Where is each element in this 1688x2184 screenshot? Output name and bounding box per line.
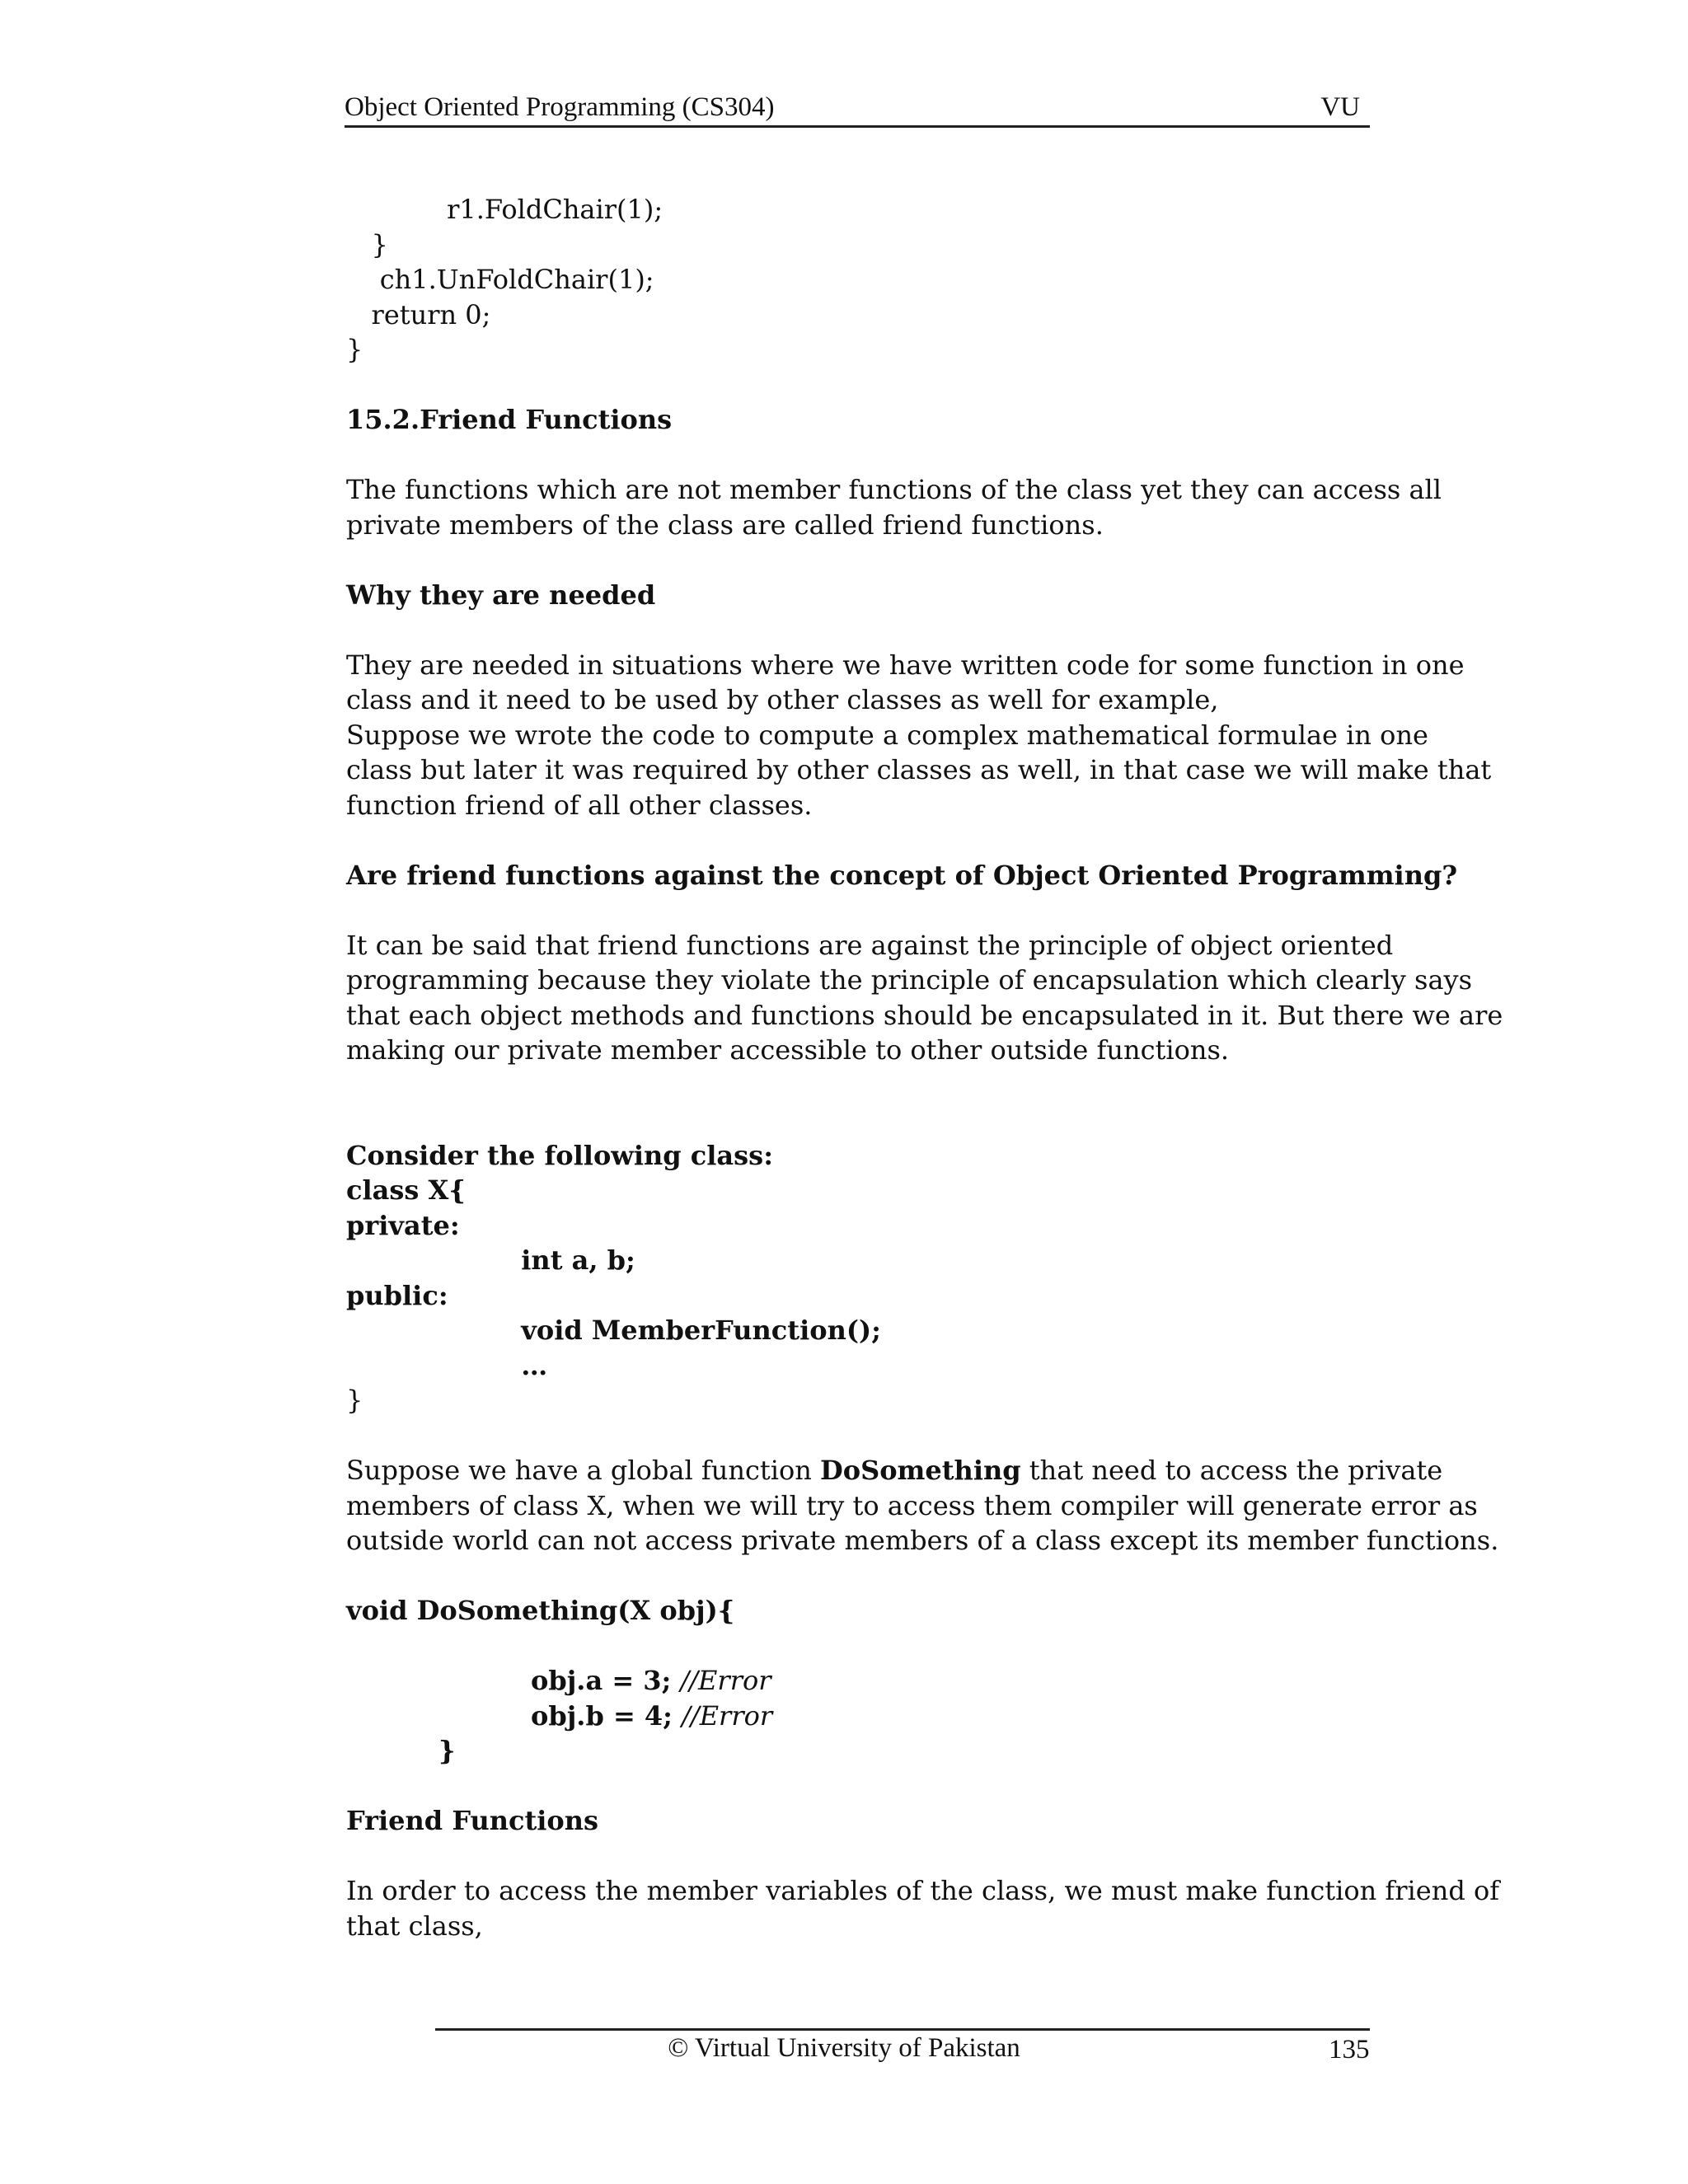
why-paragraph	[346, 648, 1492, 823]
global-function-paragraph	[346, 1453, 1499, 1558]
text-line: They are needed in situations where we have written code for some function in one	[346, 649, 1465, 681]
code-line: }	[346, 228, 388, 260]
against-oop-paragraph	[346, 928, 1503, 1068]
header-course-title: Object Oriented Programming (CS304)	[345, 92, 775, 122]
header-vu-label: VU	[1320, 92, 1360, 122]
text-line: that class,	[346, 1910, 483, 1942]
text-line: outside world can not access private members of a class except its member functions.	[346, 1525, 1499, 1556]
text-line: Suppose we wrote the code to compute a complex mathematical formulae in one	[346, 719, 1428, 751]
code-line: Consider the following class:	[346, 1139, 773, 1171]
code-line: }	[346, 1385, 363, 1416]
code-line: r1.FoldChair(1);	[346, 194, 663, 225]
text-line: It can be said that friend functions are against the principle of object oriented	[346, 929, 1394, 961]
code-line: void DoSomething(X obj){	[346, 1595, 735, 1626]
class-x-code-block	[346, 1138, 1418, 1418]
text-line: class and it need to be used by other classes as well for example,	[346, 684, 1219, 715]
code-line: public:	[346, 1279, 448, 1311]
text-line	[346, 1453, 1443, 1488]
text-line: making our private member accessible to other outside functions.	[346, 1034, 1230, 1066]
text-line: programming because they violate the principle of encapsulation which clearly says	[346, 964, 1473, 996]
footer-rule	[435, 2028, 1370, 2031]
friend-functions-heading: Friend Functions	[346, 1805, 599, 1836]
code-line: ch1.UnFoldChair(1);	[346, 264, 654, 295]
text-line: that each object methods and functions should be encapsulated in it. But there we are	[346, 999, 1503, 1031]
page-body	[346, 192, 1503, 1943]
code-comment: //Error	[682, 1699, 773, 1732]
section-heading: 15.2.Friend Functions	[346, 404, 673, 435]
page-header	[345, 91, 1370, 128]
code-statement: obj.b = 4;	[531, 1699, 673, 1732]
intro-paragraph	[346, 472, 1442, 542]
footer-copyright: © Virtual University of Pakistan	[668, 2033, 1020, 2063]
text-line: function friend of all other classes.	[346, 789, 813, 821]
code-statement: obj.a = 3;	[531, 1665, 672, 1696]
code-line: class X{	[346, 1174, 466, 1206]
against-oop-heading: Are friend functions against the concept of Object Oriented Programming?	[346, 859, 1458, 891]
code-line: …	[438, 1349, 548, 1381]
text-line: In order to access the member variables of the class, we must make function friend of	[346, 1875, 1500, 1906]
text-line: private members of the class are called friend functions.	[346, 509, 1104, 541]
code-block-main-end	[346, 192, 1418, 368]
code-comment: //Error	[680, 1665, 771, 1696]
code-line: return 0;	[346, 298, 491, 330]
function-name: DoSomething	[820, 1455, 1021, 1486]
text-line: members of class X, when we will try to access them compiler will generate error as	[346, 1489, 1478, 1521]
code-line: int a, b;	[438, 1244, 635, 1276]
code-line	[346, 1663, 1418, 1699]
why-heading: Why they are needed	[346, 579, 656, 611]
text-run: that need to access the private	[1020, 1455, 1443, 1486]
text-run: Suppose we have a global function	[346, 1455, 820, 1486]
dosomething-code-block	[346, 1593, 1418, 1769]
text-line: The functions which are not member functions of the class yet they can access all	[346, 474, 1442, 505]
code-line: }	[438, 1735, 456, 1766]
page-number: 135	[1329, 2035, 1370, 2064]
text-line: class but later it was required by other classes as well, in that case we will make that	[346, 754, 1492, 785]
code-line: }	[346, 334, 363, 365]
code-line: private:	[346, 1209, 460, 1241]
friend-functions-paragraph	[346, 1873, 1500, 1943]
code-line	[346, 1699, 1418, 1734]
code-line: void MemberFunction();	[438, 1315, 881, 1346]
